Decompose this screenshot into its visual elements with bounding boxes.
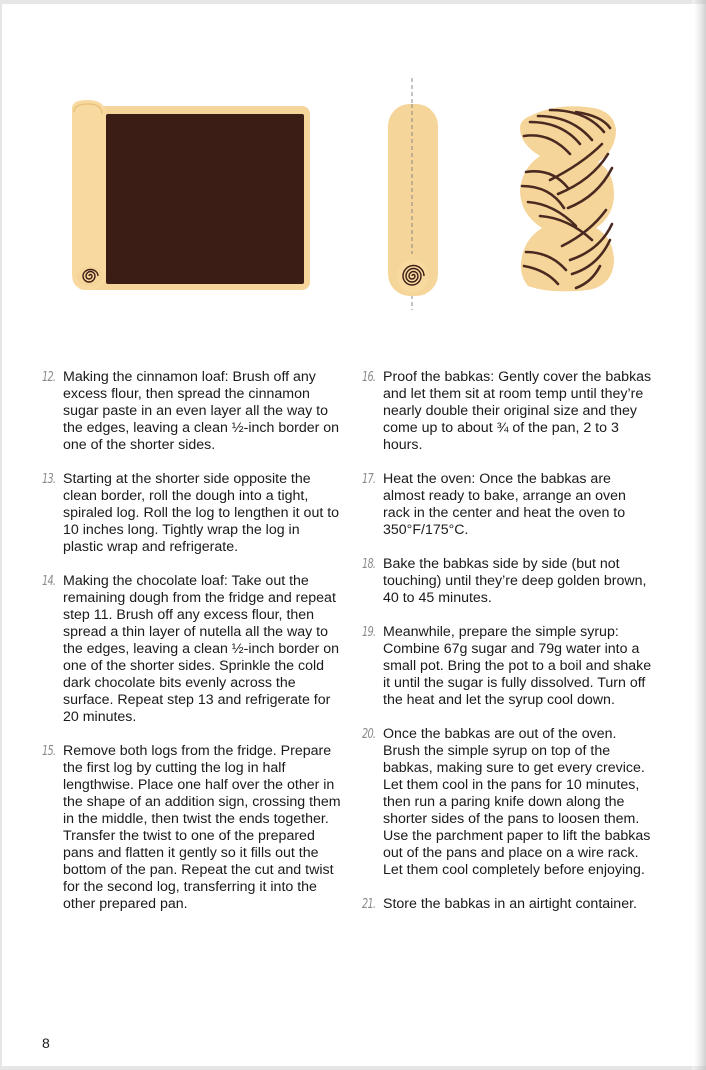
step-number: 17. xyxy=(362,472,376,487)
step-text: Remove both logs from the fridge. Prepare the first log by cutting the log in half lengthwise. Place one half over the other in the shape of an addition sign, crossing them in the middle, then twist the ends together. Transfer the twist to one of the prepared pans and flatten it gently so it fills out the bottom of the pan. Repeat the cut and twist for the second log, transferring it into the other prepared pan. xyxy=(63,743,341,912)
step-number: 13. xyxy=(42,472,56,487)
step-text: Store the babkas in an airtight container. xyxy=(383,896,637,912)
step-16 xyxy=(362,369,652,454)
step-text: Making the cinnamon loaf: Brush off any excess flour, then spread the cinnamon sugar paste in an even layer all the way to the edges, leaving a clean ½-inch border on one of the shorter sides. xyxy=(63,369,340,453)
step-text: Heat the oven: Once the babkas are almost ready to bake, arrange an oven rack in the center and heat the oven to 350°F/175°C. xyxy=(383,471,626,538)
step-text: Bake the babkas side by side (but not touching) until they’re deep golden brown, 40 to 45 minutes. xyxy=(383,556,647,606)
step-15 xyxy=(42,743,342,913)
step-20 xyxy=(362,726,652,879)
step-number: 16. xyxy=(362,370,376,385)
step-text: Making the chocolate loaf: Take out the remaining dough from the fridge and repeat step 11. Brush off any excess flour, then spread a thin layer of nutella all the way to the edges, leaving a clean ½-inch border on one of the shorter sides. Sprinkle the cold dark chocolate bits evenly across the surface. Repeat step 13 and refrigerate for 20 minutes. xyxy=(63,573,340,725)
step-18 xyxy=(362,556,652,607)
step-number: 14. xyxy=(42,574,56,589)
right-column xyxy=(362,369,652,930)
step-number: 20. xyxy=(362,727,376,742)
step-text: Meanwhile, prepare the simple syrup: Combine 67g sugar and 79g water into a small pot. Bring the pot to a boil and shake it until the sugar is fully dissolved. Turn off the heat and let the syrup cool down. xyxy=(383,624,652,708)
page-number: 8 xyxy=(42,1035,50,1051)
step-13 xyxy=(42,471,342,556)
page xyxy=(2,4,694,1066)
step-text: Proof the babkas: Gently cover the babkas and let them sit at room temp until they’re nearly double their original size and they come up to about ¾ of the pan, 2 to 3 hours. xyxy=(383,369,652,453)
step-number: 15. xyxy=(42,744,56,759)
step-text: Starting at the shorter side opposite the clean border, roll the dough into a tight, spiraled log. Roll the log to lengthen it out to 10 inches long. Tightly wrap the log in plastic wrap and refrigerate. xyxy=(63,471,340,555)
illustrations xyxy=(2,4,694,334)
step-text: Once the babkas are out of the oven. Brush the simple syrup on top of the babkas, making sure to get every crevice. Let them cool in the pans for 10 minutes, then run a paring knife down along the shorter sides of the pans to loosen them. Use the parchment paper to lift the babkas out of the pans and place on a wire rack. Let them cool completely before enjoying. xyxy=(383,726,651,878)
step-21 xyxy=(362,896,652,913)
step-number: 18. xyxy=(362,557,376,572)
rolled-log-illustration xyxy=(388,78,438,310)
step-number: 19. xyxy=(362,625,376,640)
step-number: 12. xyxy=(42,370,56,385)
step-12 xyxy=(42,369,342,454)
step-17 xyxy=(362,471,652,539)
twisted-babka-illustration xyxy=(520,106,616,291)
left-column xyxy=(42,369,342,930)
step-14 xyxy=(42,573,342,726)
step-number: 21. xyxy=(362,897,376,912)
step-19 xyxy=(362,624,652,709)
spread-dough-illustration xyxy=(72,100,310,290)
